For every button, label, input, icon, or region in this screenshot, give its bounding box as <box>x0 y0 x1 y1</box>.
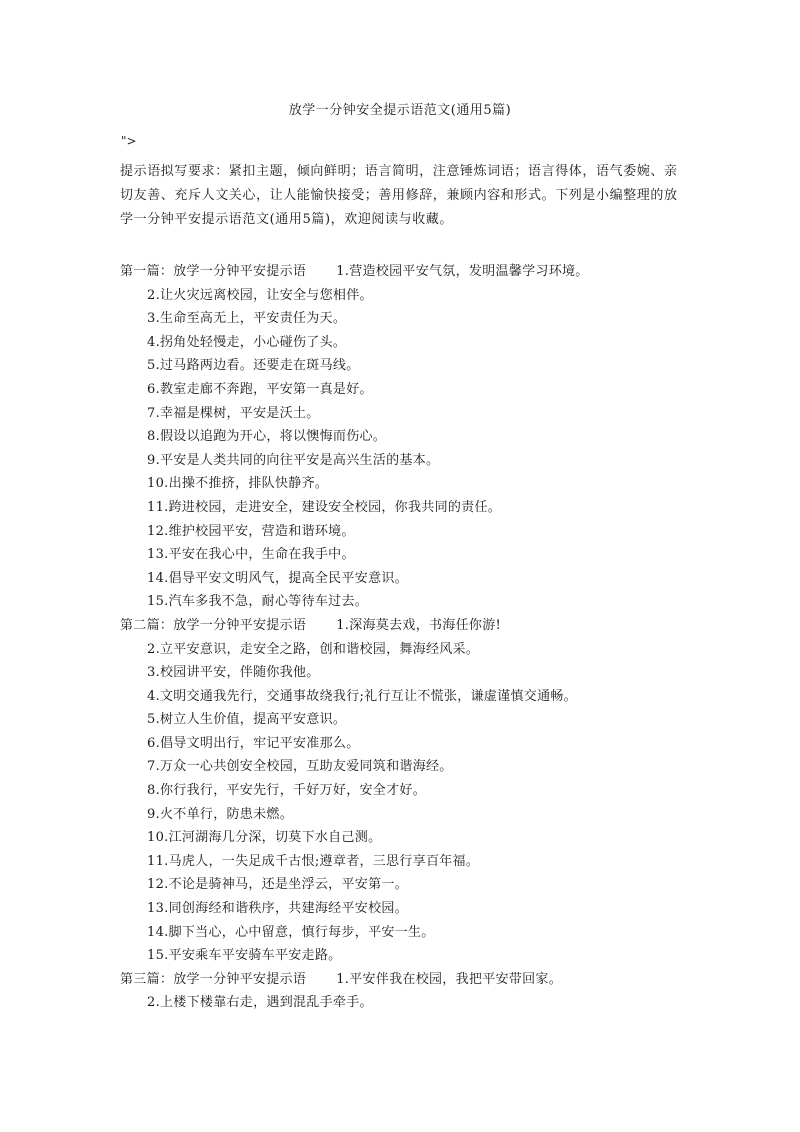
section-heading-line <box>120 260 700 284</box>
intro-paragraph: 提示语拟写要求：紧扣主题，倾向鲜明；语言简明，注意锤炼词语；语言得体，语气委婉、亲切友善、充斥人文关心，让人能愉快接受；善用修辞，兼顾内容和形式。下列是小编整理的放学一分钟平安提示语范文(通用5篇)，欢迎阅读与收藏。 <box>120 164 678 227</box>
list-item: 3.生命至高无上，平安责任为天。 <box>147 311 347 327</box>
section-heading: 第三篇：放学一分钟平安提示语 <box>120 971 307 987</box>
list-item: 15.汽车多我不急，耐心等待车过去。 <box>147 594 369 610</box>
list-item: 10.出操不推挤，排队快静齐。 <box>147 476 329 492</box>
list-item: 9.火不单行，防患未燃。 <box>147 806 294 822</box>
list-item: 12.不论是骑神马，还是坐浮云，平安第一。 <box>147 877 408 893</box>
list-item: 6.倡导文明出行，牢记平安准那么。 <box>147 735 360 751</box>
section-heading-line <box>120 968 700 992</box>
list-item: 4.文明交通我先行，交通事故绕我行;礼行互让不慌张，谦虚谨慎交通畅。 <box>147 688 577 704</box>
section-heading: 第二篇：放学一分钟平安提示语 <box>120 617 307 633</box>
list-item: 2.让火灾远离校园，让安全与您相伴。 <box>147 287 373 303</box>
list-item: 13.平安在我心中，生命在我手中。 <box>147 547 355 563</box>
list-item: 13.同创海经和谐秩序，共建海经平安校园。 <box>147 901 408 917</box>
list-item: 7.幸福是棵树，平安是沃土。 <box>147 405 320 421</box>
list-item: 2.立平安意识，走安全之路，创和谐校园，舞海经风采。 <box>147 641 480 657</box>
list-item: 5.树立人生价值，提高平安意识。 <box>147 712 347 728</box>
list-item: 2.上楼下楼靠右走，遇到混乱手牵手。 <box>147 995 373 1011</box>
sections-content <box>120 260 700 1015</box>
list-item: 10.江河湖海几分深，切莫下水自己测。 <box>147 830 382 846</box>
list-item: 1.营造校园平安气氛，发明温馨学习环境。 <box>336 264 589 279</box>
list-item: 15.平安乘车平安骑车平安走路。 <box>147 948 342 964</box>
list-item: 3.校园讲平安，伴随你我他。 <box>147 665 320 681</box>
list-item: 14.脚下当心，心中留意，慎行每步，平安一生。 <box>147 924 435 940</box>
list-item: 5.过马路两边看。还要走在斑马线。 <box>147 358 360 374</box>
section-heading-line <box>120 614 700 638</box>
document-title: 放学一分钟安全提示语范文(通用5篇) <box>288 103 512 118</box>
list-item: 1.平安伴我在校园，我把平安带回家。 <box>336 971 563 987</box>
list-item: 4.拐角处轻慢走，小心碰伤了头。 <box>147 334 347 350</box>
list-item: 12.维护校园平安，营造和谐环境。 <box>147 523 355 539</box>
list-item: 6.教室走廊不奔跑，平安第一真是好。 <box>147 381 373 397</box>
list-item: 9.平安是人类共同的向往平安是高兴生活的基本。 <box>147 452 440 468</box>
list-item: 1.深海莫去戏，书海任你游! <box>336 617 502 633</box>
list-item: 8.假设以追跑为开心，将以懊悔而伤心。 <box>147 429 387 445</box>
list-item: 7.万众一心共创安全校园，互助友爱同筑和谐海经。 <box>147 759 453 775</box>
section-heading: 第一篇：放学一分钟平安提示语 <box>120 264 307 279</box>
list-item: 11.跨进校园，走进安全，建设安全校园，你我共同的责任。 <box>147 499 502 515</box>
list-item: 14.倡导平安文明风气，提高全民平安意识。 <box>147 570 408 586</box>
stray-characters: "> <box>121 134 137 148</box>
list-item: 8.你行我行，平安先行，千好万好，安全才好。 <box>147 783 427 799</box>
list-item: 11.马虎人，一失足成千古恨;遵章者，三思行享百年福。 <box>147 853 480 869</box>
